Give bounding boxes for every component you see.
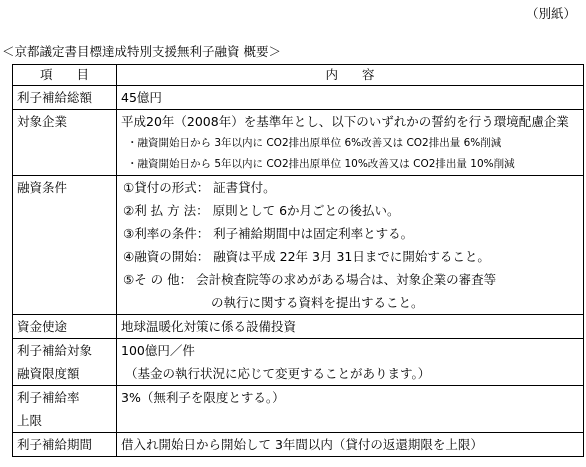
- table-row: [13, 86, 584, 110]
- table-row: [13, 176, 584, 315]
- summary-table: [12, 64, 584, 457]
- content-line: 3%（無利子を限度とする。）: [121, 390, 285, 405]
- table-row: [13, 315, 584, 339]
- item-line: 融資限度額: [17, 366, 80, 381]
- row-content-total-subsidy: [117, 86, 584, 110]
- table-row: [13, 433, 584, 457]
- row-item-loan-conditions: 融資条件: [13, 176, 117, 315]
- content-line: 地球温暖化対策に係る設備投資: [121, 319, 297, 334]
- row-item-loan-limit: [13, 339, 117, 386]
- row-content-subsidy-period: [117, 433, 584, 457]
- table-row: [13, 386, 584, 433]
- content-line: 100億円／件: [121, 343, 195, 358]
- row-content-loan-limit: [117, 339, 584, 386]
- content-line: 借入れ開始日から開始して 3年間以内（貸付の返還期限を上限）: [121, 437, 483, 452]
- item-line: 上限: [17, 413, 43, 428]
- condition-item: ①貸付の形式： 証書貸付。: [123, 180, 276, 195]
- table-row: [13, 110, 584, 176]
- content-line: （基金の執行状況に応じて変更することがあります。）: [125, 366, 431, 381]
- row-item-fund-use: 資金使途: [13, 315, 117, 339]
- row-item-subsidy-period: 利子補給期間: [13, 433, 117, 457]
- condition-item: ⑤そ の 他： 会計検査院等の求めがある場合は、対象企業の審査等: [123, 272, 497, 287]
- row-item-target-companies: 対象企業: [13, 110, 117, 176]
- item-line: 利子補給対象: [17, 343, 93, 358]
- item-line: 利子補給率: [17, 390, 80, 405]
- header-item: 項目: [13, 65, 117, 86]
- annex-label: （別紙）: [525, 6, 576, 21]
- pledge-option: ・融資開始日から 3年以内に CO2排出原単位 6%改善又は CO2排出量 6%削減: [127, 137, 502, 149]
- row-item-subsidy-rate: [13, 386, 117, 433]
- content-line: 平成20年（2008年）を基準年とし、以下のいずれかの誓約を行う環境配慮企業: [121, 114, 569, 129]
- row-content-subsidy-rate: [117, 386, 584, 433]
- condition-continuation: の執行に関する資料を提出すること。: [211, 295, 424, 310]
- condition-item: ②利 払 方 法： 原則として 6か月ごとの後払い。: [123, 203, 400, 218]
- row-content-target-companies: [117, 110, 584, 176]
- row-content-fund-use: [117, 315, 584, 339]
- row-content-loan-conditions: [117, 176, 584, 315]
- condition-item: ④融資の開始： 融資は平成 22年 3月 31日までに開始すること。: [123, 249, 490, 264]
- table-row: [13, 339, 584, 386]
- table-header-row: [13, 65, 584, 86]
- pledge-option: ・融資開始日から 5年以内に CO2排出原単位 10%改善又は CO2排出量 10%削減: [127, 158, 515, 170]
- condition-item: ③利率の条件： 利子補給期間中は固定利率とする。: [123, 226, 414, 241]
- row-item-total-subsidy: 利子補給総額: [13, 86, 117, 110]
- content-line: 45億円: [121, 90, 162, 105]
- document-title: ＜京都議定書目標達成特別支援無利子融資 概要＞: [2, 44, 281, 59]
- header-content: 内容: [117, 65, 584, 86]
